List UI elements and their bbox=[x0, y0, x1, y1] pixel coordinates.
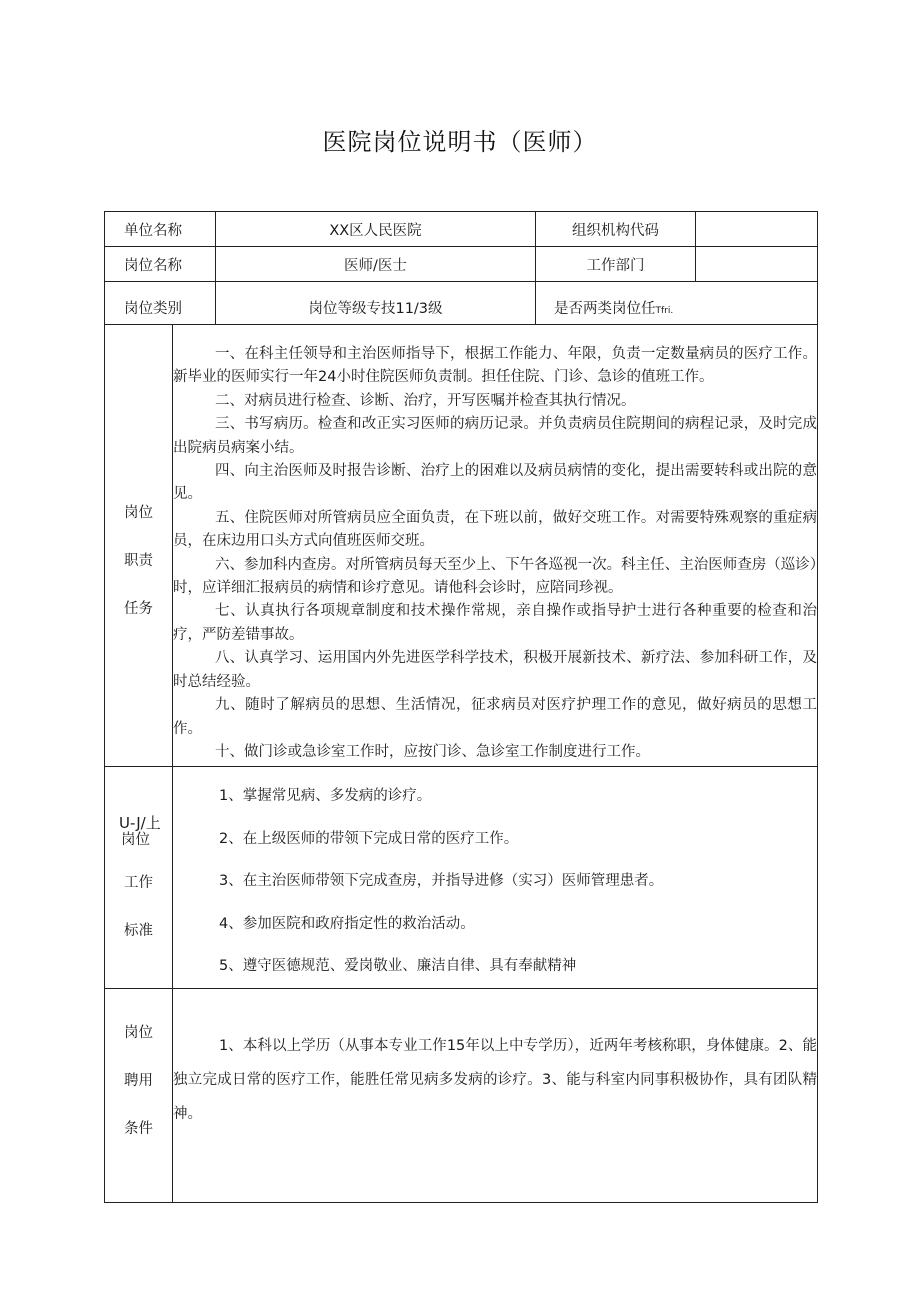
conditions-label-3: 条件 bbox=[124, 1120, 153, 1137]
duties-label bbox=[105, 325, 173, 767]
post-type-label: 岗位类别 bbox=[105, 282, 216, 325]
dual-post-label: 是否两类岗位任 bbox=[554, 300, 656, 317]
dual-post-suffix: Tfri. bbox=[655, 305, 674, 316]
duty-item: 九、随时了解病员的思想、生活情况，征求病员对医疗护理工作的意见，做好病员的思想工作。 bbox=[173, 697, 817, 737]
duty-item: 三、书写病历。检查和改正实习医师的病历记录。并负责病员住院期间的病程记录，及时完成出院病员病案小结。 bbox=[173, 416, 817, 456]
dual-post-cell bbox=[536, 282, 818, 325]
unit-name-value: XX区人民医院 bbox=[216, 212, 536, 247]
standards-label bbox=[105, 767, 173, 989]
row-standards bbox=[105, 767, 818, 989]
conditions-label-2: 聘用 bbox=[124, 1072, 153, 1089]
post-name-label: 岗位名称 bbox=[105, 247, 216, 282]
duties-label-1: 岗位 bbox=[124, 504, 153, 521]
standards-label-garbled: U-J/上 bbox=[119, 814, 161, 833]
standard-item: 1、掌握常见病、多发病的诊疗。 bbox=[219, 788, 432, 805]
dept-value bbox=[696, 247, 818, 282]
conditions-content bbox=[173, 988, 818, 1202]
dept-label: 工作部门 bbox=[536, 247, 696, 282]
unit-name-label: 单位名称 bbox=[105, 212, 216, 247]
row-conditions bbox=[105, 988, 818, 1202]
conditions-label bbox=[105, 988, 173, 1202]
standards-label-top bbox=[105, 811, 172, 859]
standard-item: 4、参加医院和政府指定性的救治活动。 bbox=[219, 915, 475, 932]
duties-content bbox=[173, 325, 818, 767]
row-unit bbox=[105, 212, 818, 247]
standard-item: 5、遵守医德规范、爱岗敬业、廉洁自律、具有奉献精神 bbox=[219, 958, 577, 975]
standard-item: 2、在上级医师的带领下完成日常的医疗工作。 bbox=[219, 830, 519, 847]
duty-item: 十、做门诊或急诊室工作时，应按门诊、急诊室工作制度进行工作。 bbox=[215, 743, 650, 760]
standards-label-3: 标准 bbox=[124, 923, 153, 940]
post-name-value: 医师/医士 bbox=[216, 247, 536, 282]
row-type bbox=[105, 282, 818, 325]
standards-label-1: 岗位 bbox=[121, 832, 150, 849]
duty-item: 一、在科主任领导和主治医师指导下，根据工作能力、年限，负责一定数量病员的医疗工作。新毕业的医师实行一年24小时住院医师负责制。担任住院、门诊、急诊的值班工作。 bbox=[173, 346, 817, 386]
page-title: 医院岗位说明书（医师） bbox=[322, 128, 598, 156]
duties-label-3: 任务 bbox=[124, 600, 153, 617]
post-grade-value: 岗位等级专技11/3级 bbox=[216, 282, 536, 325]
conditions-text: 1、本科以上学历（从事本专业工作15年以上中专学历），近两年考核称职，身体健康。2、能独立完成日常的医疗工作，能胜任常见病多发病的诊疗。3、能与科室内同事积极协作，具有团队精神。 bbox=[173, 1037, 817, 1122]
duties-label-2: 职责 bbox=[124, 552, 153, 569]
org-code-value bbox=[696, 212, 818, 247]
duty-item: 七、认真执行各项规章制度和技术操作常规，亲自操作或指导护士进行各种重要的检查和治疗，严防差错事故。 bbox=[173, 603, 817, 643]
standards-label-2: 工作 bbox=[124, 875, 153, 892]
duty-item: 二、对病员进行检查、诊断、治疗，开写医嘱并检查其执行情况。 bbox=[215, 392, 636, 409]
duty-item: 五、住院医师对所管病员应全面负责，在下班以前，做好交班工作。对需要特殊观察的重症病员，在床边用口头方式向值班医师交班。 bbox=[173, 509, 817, 550]
row-duties bbox=[105, 325, 818, 767]
duty-item: 四、向主治医师及时报告诊断、治疗上的困难以及病员病情的变化，提出需要转科或出院的意见。 bbox=[173, 463, 817, 503]
conditions-label-1: 岗位 bbox=[124, 1024, 153, 1041]
duty-item: 八、认真学习、运用国内外先进医学科学技术，积极开展新技术、新疗法、参加科研工作，及时总结经验。 bbox=[173, 650, 817, 690]
org-code-label: 组织机构代码 bbox=[536, 212, 696, 247]
duty-item: 六、参加科内查房。对所管病员每天至少上、下午各巡视一次。科主任、主治医师查房（巡诊）时，应详细汇报病员的病情和诊疗意见。请他科会诊时，应陪同珍视。 bbox=[173, 556, 817, 597]
row-post bbox=[105, 247, 818, 282]
job-description-table bbox=[104, 211, 818, 1203]
standards-content bbox=[173, 767, 818, 989]
standard-item: 3、在主治医师带领下完成查房，并指导进修（实习）医师管理患者。 bbox=[219, 873, 664, 890]
